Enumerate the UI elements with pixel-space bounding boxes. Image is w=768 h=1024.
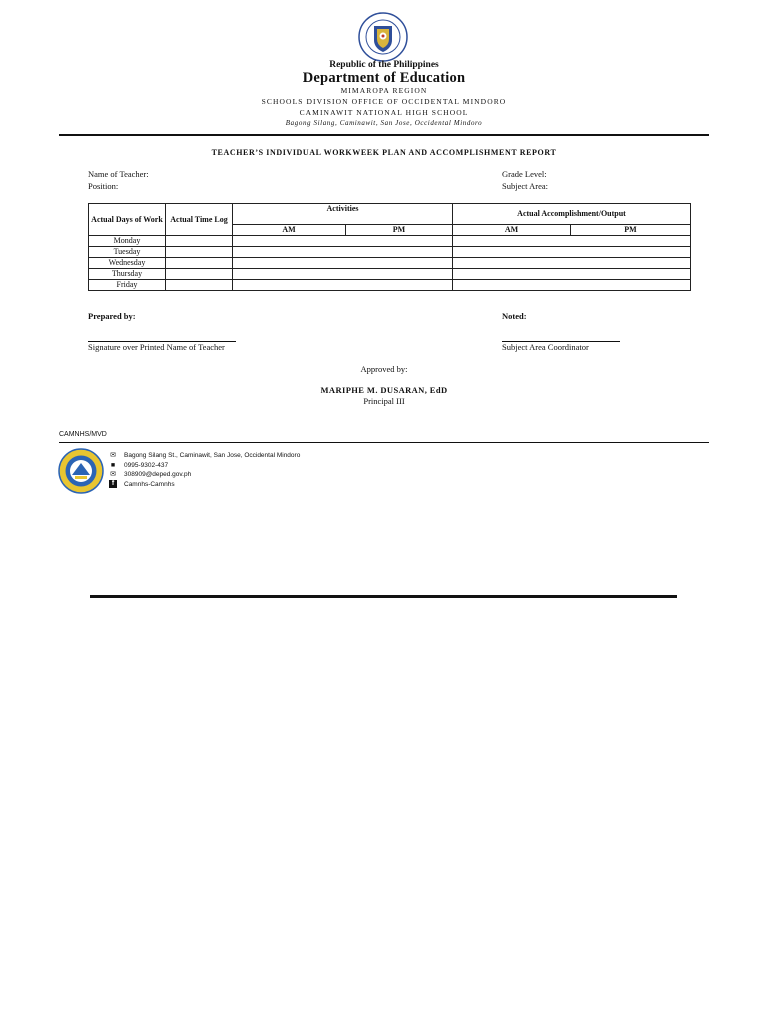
table-row	[89, 280, 691, 291]
prepared-by-label: Prepared by:	[88, 311, 136, 321]
accomplishment-cell[interactable]	[453, 258, 691, 269]
table-row	[89, 236, 691, 247]
division-office-heading: SCHOOLS DIVISION OFFICE OF OCCIDENTAL MINDORO	[261, 97, 507, 106]
approved-by-label: Approved by:	[360, 364, 408, 374]
time-log-cell[interactable]	[166, 269, 233, 280]
accomplishment-cell[interactable]	[453, 280, 691, 291]
name-of-teacher-label: Name of Teacher:	[88, 169, 149, 179]
accomplishment-cell[interactable]	[453, 236, 691, 247]
footer-code: CAMNHS/MVD	[59, 431, 107, 438]
bottom-divider	[90, 595, 677, 598]
days-column-header: Actual Days of Work	[89, 204, 166, 236]
document-title: TEACHER’S INDIVIDUAL WORKWEEK PLAN AND ACCOMPLISHMENT REPORT	[211, 148, 557, 157]
region-heading: MIMAROPA REGION	[340, 86, 428, 95]
footer-phone: 0995-9302-437	[124, 462, 169, 469]
header-divider	[59, 134, 709, 136]
coordinator-caption: Subject Area Coordinator	[502, 342, 589, 352]
activities-cell[interactable]	[233, 236, 453, 247]
activities-cell[interactable]	[233, 269, 453, 280]
principal-name: MARIPHE M. DUSARAN, EdD	[320, 385, 448, 395]
accomplishment-am-header: AM	[453, 225, 571, 236]
table-row	[89, 247, 691, 258]
workweek-table	[88, 203, 691, 291]
department-heading: Department of Education	[302, 70, 466, 86]
day-cell: Monday	[89, 236, 166, 247]
subject-area-label: Subject Area:	[502, 181, 549, 191]
time-log-cell[interactable]	[166, 280, 233, 291]
accomplishment-cell[interactable]	[453, 269, 691, 280]
activities-cell[interactable]	[233, 247, 453, 258]
footer-address: Bagong Silang St., Caminawit, San Jose, Occidental Mindoro	[124, 452, 301, 459]
footer-facebook: Camnhs-Camnhs	[124, 481, 175, 488]
activities-column-header: Activities	[233, 204, 453, 225]
phone-icon: ■	[110, 462, 116, 469]
facebook-icon: f	[109, 480, 117, 488]
school-address: Bagong Silang, Caminawit, San Jose, Occidental Mindoro	[285, 119, 483, 127]
day-cell: Tuesday	[89, 247, 166, 258]
position-label: Position:	[88, 181, 119, 191]
republic-heading: Republic of the Philippines	[329, 60, 439, 70]
accomplishment-cell[interactable]	[453, 247, 691, 258]
footer-email: 308909@deped.gov.ph	[124, 471, 192, 478]
time-log-cell[interactable]	[166, 258, 233, 269]
school-heading: CAMINAWIT NATIONAL HIGH SCHOOL	[299, 108, 469, 117]
activities-cell[interactable]	[233, 258, 453, 269]
deped-seal-logo	[358, 12, 408, 62]
activities-cell[interactable]	[233, 280, 453, 291]
time-log-column-header: Actual Time Log	[166, 204, 233, 236]
teacher-signature-caption: Signature over Printed Name of Teacher	[88, 342, 225, 352]
time-log-cell[interactable]	[166, 236, 233, 247]
accomplishment-column-header: Actual Accomplishment/Output	[453, 204, 691, 225]
day-cell: Wednesday	[89, 258, 166, 269]
table-row	[89, 258, 691, 269]
day-cell: Thursday	[89, 269, 166, 280]
footer-facebook-line	[108, 480, 175, 489]
footer-phone-line	[108, 461, 168, 470]
noted-label: Noted:	[502, 311, 527, 321]
principal-title: Principal III	[363, 396, 405, 406]
mail-icon: ✉	[110, 452, 116, 459]
activities-am-header: AM	[233, 225, 346, 236]
footer-divider	[59, 442, 709, 443]
footer-email-line	[108, 470, 191, 479]
school-logo	[58, 448, 104, 494]
email-icon: ✉	[110, 471, 116, 478]
grade-level-label: Grade Level:	[502, 169, 547, 179]
footer-address-line	[108, 451, 300, 460]
accomplishment-pm-header: PM	[571, 225, 691, 236]
day-cell: Friday	[89, 280, 166, 291]
activities-pm-header: PM	[346, 225, 453, 236]
time-log-cell[interactable]	[166, 247, 233, 258]
table-row	[89, 269, 691, 280]
